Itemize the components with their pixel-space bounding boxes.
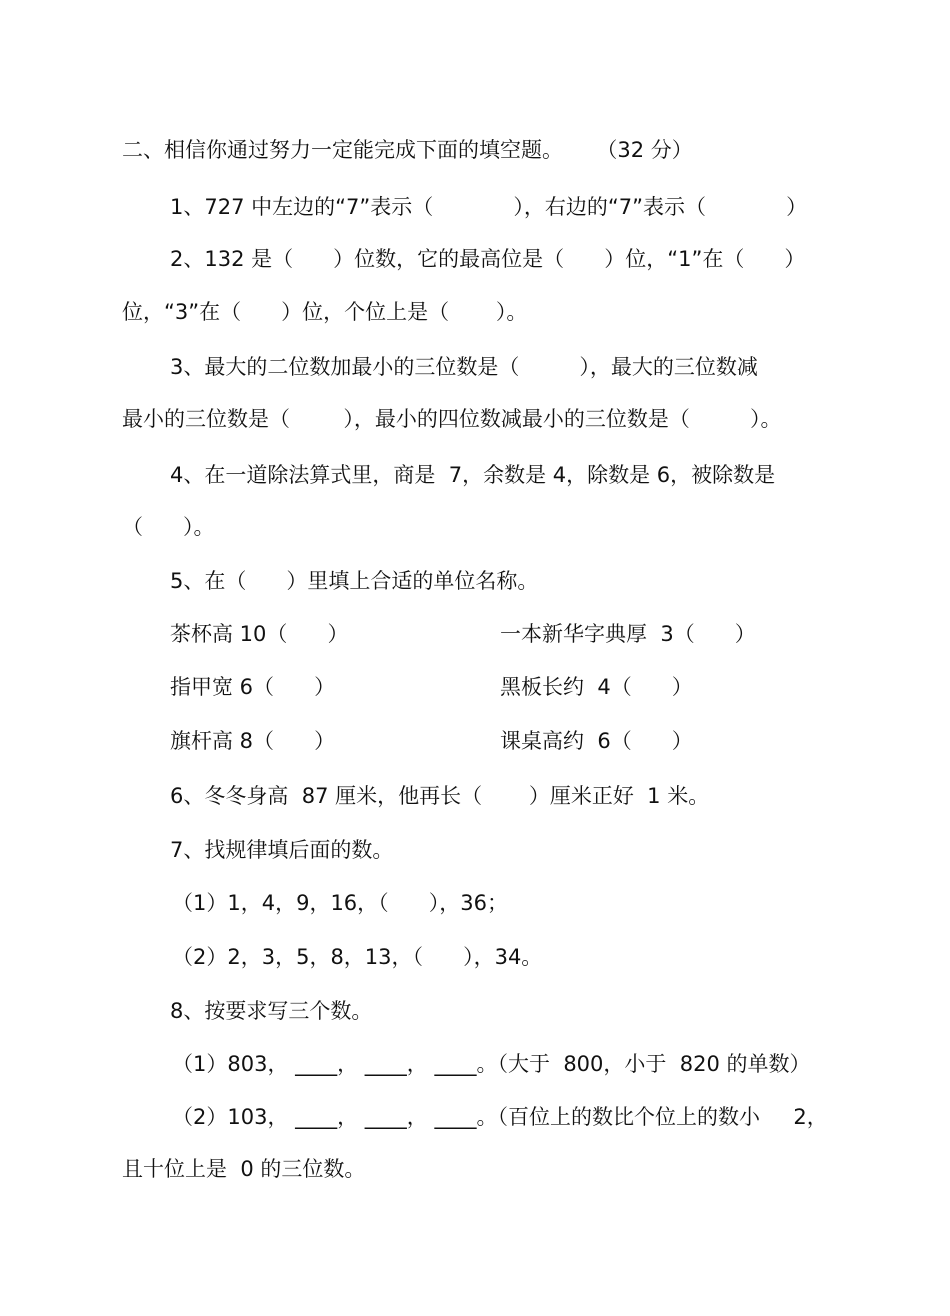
unit-item: 课桌高约 6（ ）: [500, 729, 693, 753]
question-2-line-1: 2、132 是（ ）位数，它的最高位是（ ）位，“1”在（ ）: [170, 247, 806, 271]
section-heading: 二、相信你通过努力一定能完成下面的填空题。 （32 分）: [122, 138, 693, 162]
question-8-item: （1）803， ____， ____， ____。（大于 800，小于 820 的单数）: [172, 1052, 811, 1076]
unit-item: 黑板长约 4（ ）: [500, 675, 693, 699]
question-7-item: （1）1，4，9，16，（ ），36；: [172, 891, 508, 915]
question-3-line-1: 3、最大的二位数加最小的三位数是（ ），最大的三位数减: [170, 355, 758, 379]
unit-item: 指甲宽 6（ ）: [170, 675, 336, 699]
question-7-item: （2）2，3，5，8，13，（ ），34。: [172, 945, 543, 969]
question-5: 5、在（ ）里填上合适的单位名称。: [170, 569, 539, 593]
question-3-line-2: 最小的三位数是（ ），最小的四位数减最小的三位数是（ ）。: [122, 407, 782, 431]
question-4-line-1: 4、在一道除法算式里，商是 7，余数是 4，除数是 6，被除数是: [170, 463, 776, 487]
unit-item: 茶杯高 10（ ）: [170, 622, 349, 646]
question-6: 6、冬冬身高 87 厘米，他再长（ ）厘米正好 1 米。: [170, 784, 710, 808]
question-8: 8、按要求写三个数。: [170, 999, 373, 1023]
question-1: 1、727 中左边的“7”表示（ ），右边的“7”表示（ ）: [170, 195, 808, 219]
question-8-tail: 且十位上是 0 的三位数。: [122, 1157, 366, 1181]
question-8-item: （2）103， ____， ____， ____。（百位上的数比个位上的数小 2，: [172, 1105, 828, 1129]
unit-item: 旗杆高 8（ ）: [170, 729, 336, 753]
unit-item: 一本新华字典厚 3（ ）: [500, 622, 756, 646]
question-2-line-2: 位，“3”在（ ）位，个位上是（ ）。: [122, 300, 528, 324]
question-7: 7、找规律填后面的数。: [170, 838, 394, 862]
question-4-line-2: （ ）。: [122, 515, 215, 539]
